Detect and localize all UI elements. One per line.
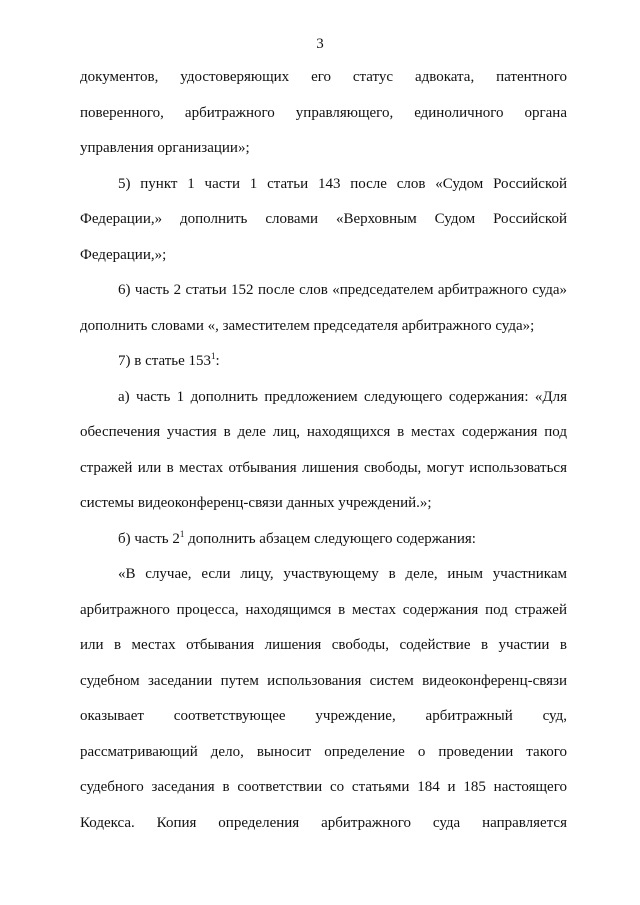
text-line: «В случае, если лицу, участвующему в деле, иным участникам	[118, 566, 567, 582]
text-line: обеспечения участия в деле лиц, находящихся в местах содержания под	[80, 424, 567, 440]
line-text: б) часть 2	[118, 530, 180, 547]
text-line: оказывает соответствующее учреждение, арбитражный суд,	[80, 708, 567, 724]
line-text: 7) в статье 153	[118, 353, 212, 369]
text-line: судебном заседании путем использования систем видеоконференц-связи	[80, 672, 567, 689]
text-line: или в местах отбывания лишения свободы, содействие в участии в	[80, 637, 567, 653]
text-line: арбитражного процесса, находящимся в местах содержания под стражей	[80, 601, 567, 618]
text-line: системы видеоконференц-связи данных учреждений.»;	[80, 495, 432, 511]
text-line: Федерации,» дополнить словами «Верховным Судом Российской	[80, 211, 567, 227]
line-text-after: дополнить абзацем следующего содержания:	[184, 530, 476, 547]
text-line: документов, удостоверяющих его статус адвоката, патентного	[80, 69, 567, 85]
text-line: 6) часть 2 статьи 152 после слов «председателем арбитражного суда»	[118, 282, 567, 298]
page-number: 3	[316, 36, 324, 52]
text-line: рассматривающий дело, выносит определение о проведении такого	[80, 743, 567, 760]
text-line: 5) пункт 1 части 1 статьи 143 после слов «Судом Российской	[118, 175, 567, 192]
document-body	[80, 66, 567, 847]
superscript: 1	[211, 351, 216, 361]
text-line	[80, 528, 567, 551]
text-line: управления организации»;	[80, 140, 250, 156]
text-line: судебного заседания в соответствии со статьями 184 и 185 настоящего	[80, 779, 567, 795]
text-line: дополнить словами «, заместителем председателя арбитражного суда»;	[80, 317, 535, 334]
line-text-after: :	[215, 353, 220, 369]
text-line: Федерации,»;	[80, 246, 167, 263]
text-line	[80, 350, 567, 373]
text-line: поверенного, арбитражного управляющего, единоличного органа	[80, 104, 567, 121]
text-line: стражей или в местах отбывания лишения свободы, могут использоваться	[80, 459, 567, 476]
text-line: а) часть 1 дополнить предложением следующего содержания: «Для	[118, 388, 567, 405]
superscript: 1	[179, 528, 185, 539]
text-line: Кодекса. Копия определения арбитражного суда направляется	[80, 814, 567, 831]
